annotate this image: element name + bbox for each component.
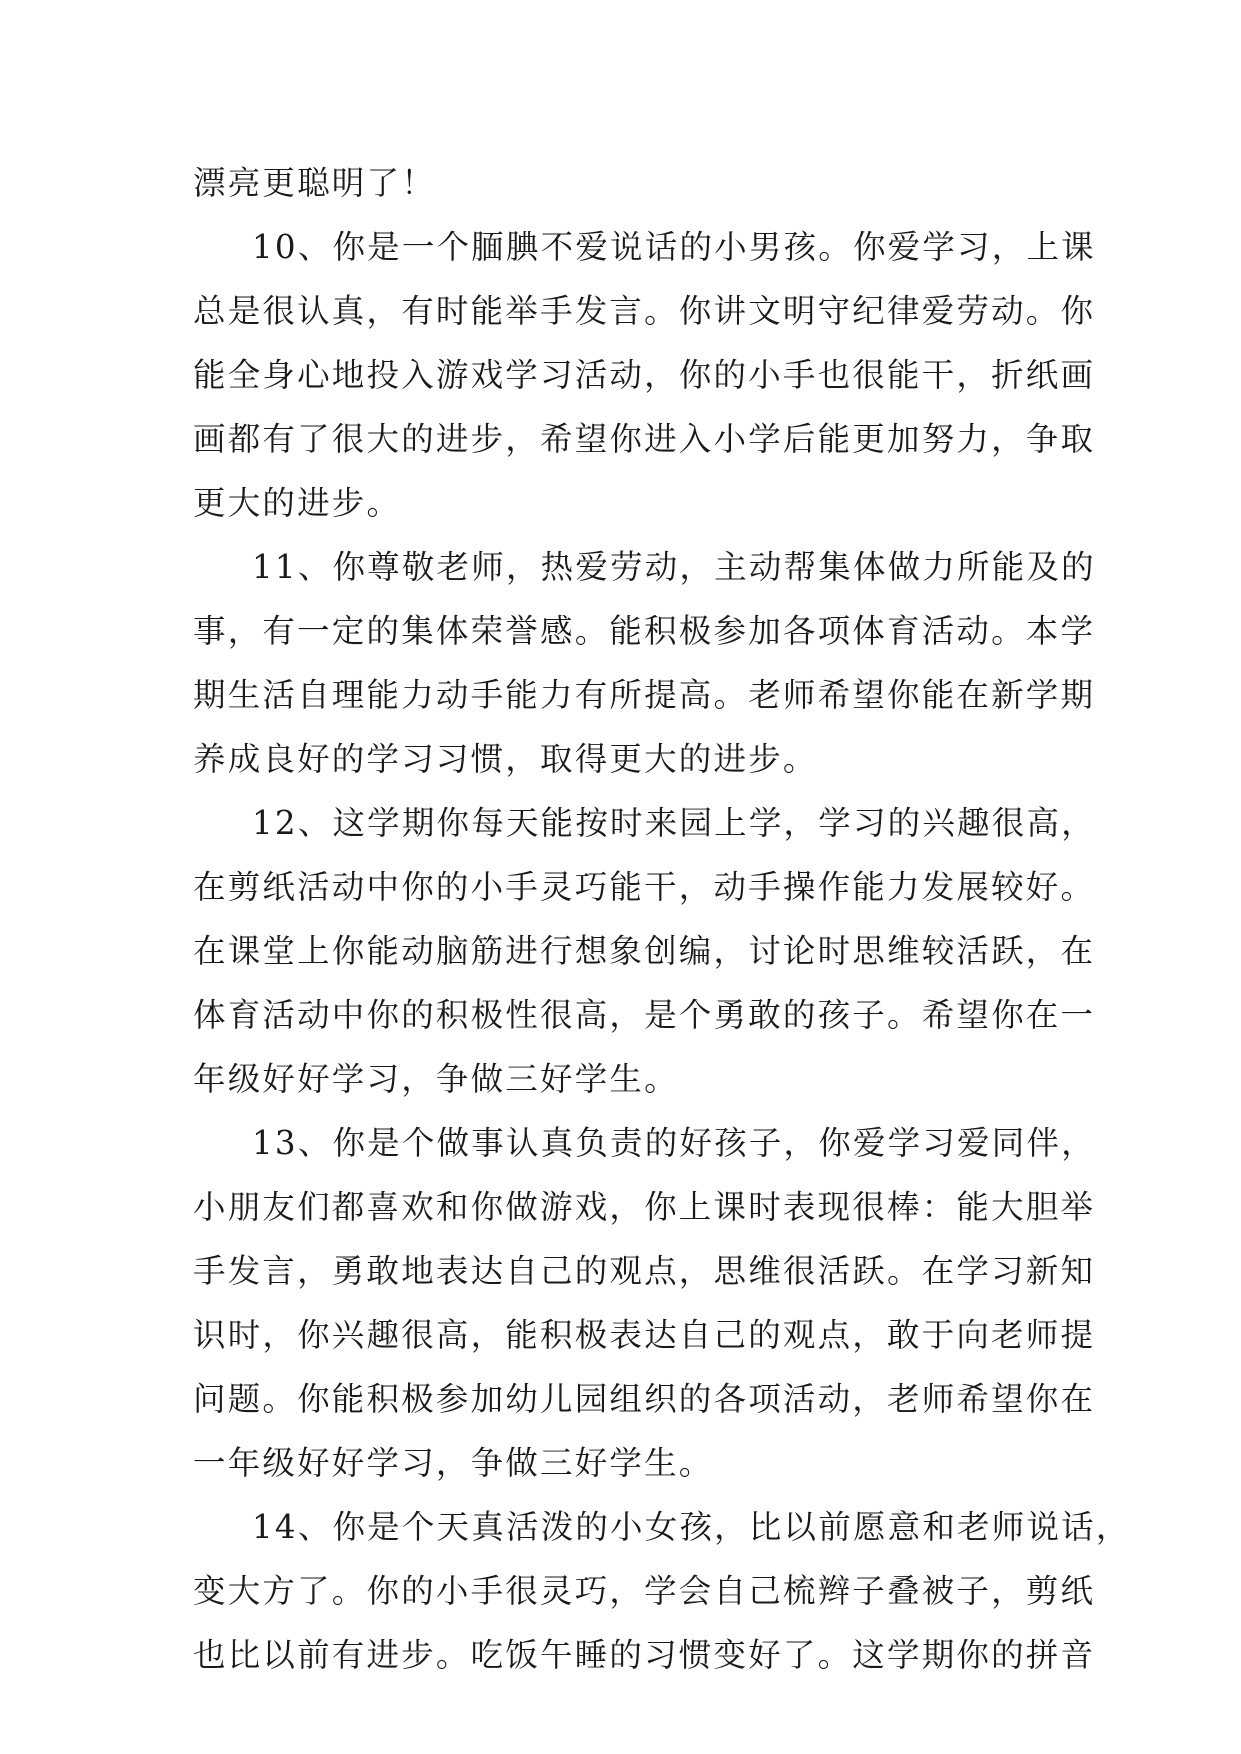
text-line: 问题。你能积极参加幼儿园组织的各项活动，老师希望你在 [193,1380,1096,1418]
text-line: 识时，你兴趣很高，能积极表达自己的观点，敢于向老师提 [193,1316,1096,1354]
text-line: 小朋友们都喜欢和你做游戏，你上课时表现很棒：能大胆举 [193,1188,1096,1226]
text-line: 更大的进步。 [193,484,402,522]
paragraph-comment-11 [193,535,1096,791]
paragraph-comment-10 [193,215,1096,535]
text-line: 事，有一定的集体荣誉感。能积极参加各项体育活动。本学 [193,612,1096,650]
text-line: 期生活自理能力动手能力有所提高。老师希望你能在新学期 [193,676,1096,714]
paragraph-comment-13 [193,1111,1096,1495]
text-line: 在剪纸活动中你的小手灵巧能干，动手操作能力发展较好。 [193,868,1096,906]
text-line: 养成良好的学习习惯，取得更大的进步。 [193,740,818,778]
text-line: 一年级好好学习，争做三好学生。 [193,1444,714,1482]
text-line: 漂亮更聪明了！ [193,164,436,202]
text-line: 能全身心地投入游戏学习活动，你的小手也很能干，折纸画 [193,356,1096,394]
text-line: 12、这学期你每天能按时来园上学，学习的兴趣很高， [252,804,1096,842]
text-line: 也比以前有进步。吃饭午睡的习惯变好了。这学期你的拼音 [193,1636,1096,1674]
text-line: 13、你是个做事认真负责的好孩子，你爱学习爱同伴， [252,1124,1096,1162]
text-line: 10、你是一个腼腆不爱说话的小男孩。你爱学习，上课 [252,228,1096,266]
text-line: 11、你尊敬老师，热爱劳动，主动帮集体做力所能及的 [252,548,1096,586]
paragraph-comment-12 [193,791,1096,1111]
text-line: 体育活动中你的积极性很高，是个勇敢的孩子。希望你在一 [193,996,1096,1034]
paragraph-comment-14 [193,1495,1131,1687]
text-line: 画都有了很大的进步，希望你进入小学后能更加努力，争取 [193,420,1096,458]
text-line: 在课堂上你能动脑筋进行想象创编，讨论时思维较活跃，在 [193,932,1096,970]
text-line: 总是很认真，有时能举手发言。你讲文明守纪律爱劳动。你 [193,292,1096,330]
text-line: 14、你是个天真活泼的小女孩，比以前愿意和老师说话， [252,1508,1131,1546]
paragraph-continued [193,151,1057,215]
document-body [193,151,1131,1687]
text-line: 年级好好学习，争做三好学生。 [193,1060,679,1098]
text-line: 手发言，勇敢地表达自己的观点，思维很活跃。在学习新知 [193,1252,1096,1290]
text-line: 变大方了。你的小手很灵巧，学会自己梳辫子叠被子，剪纸 [193,1572,1096,1610]
